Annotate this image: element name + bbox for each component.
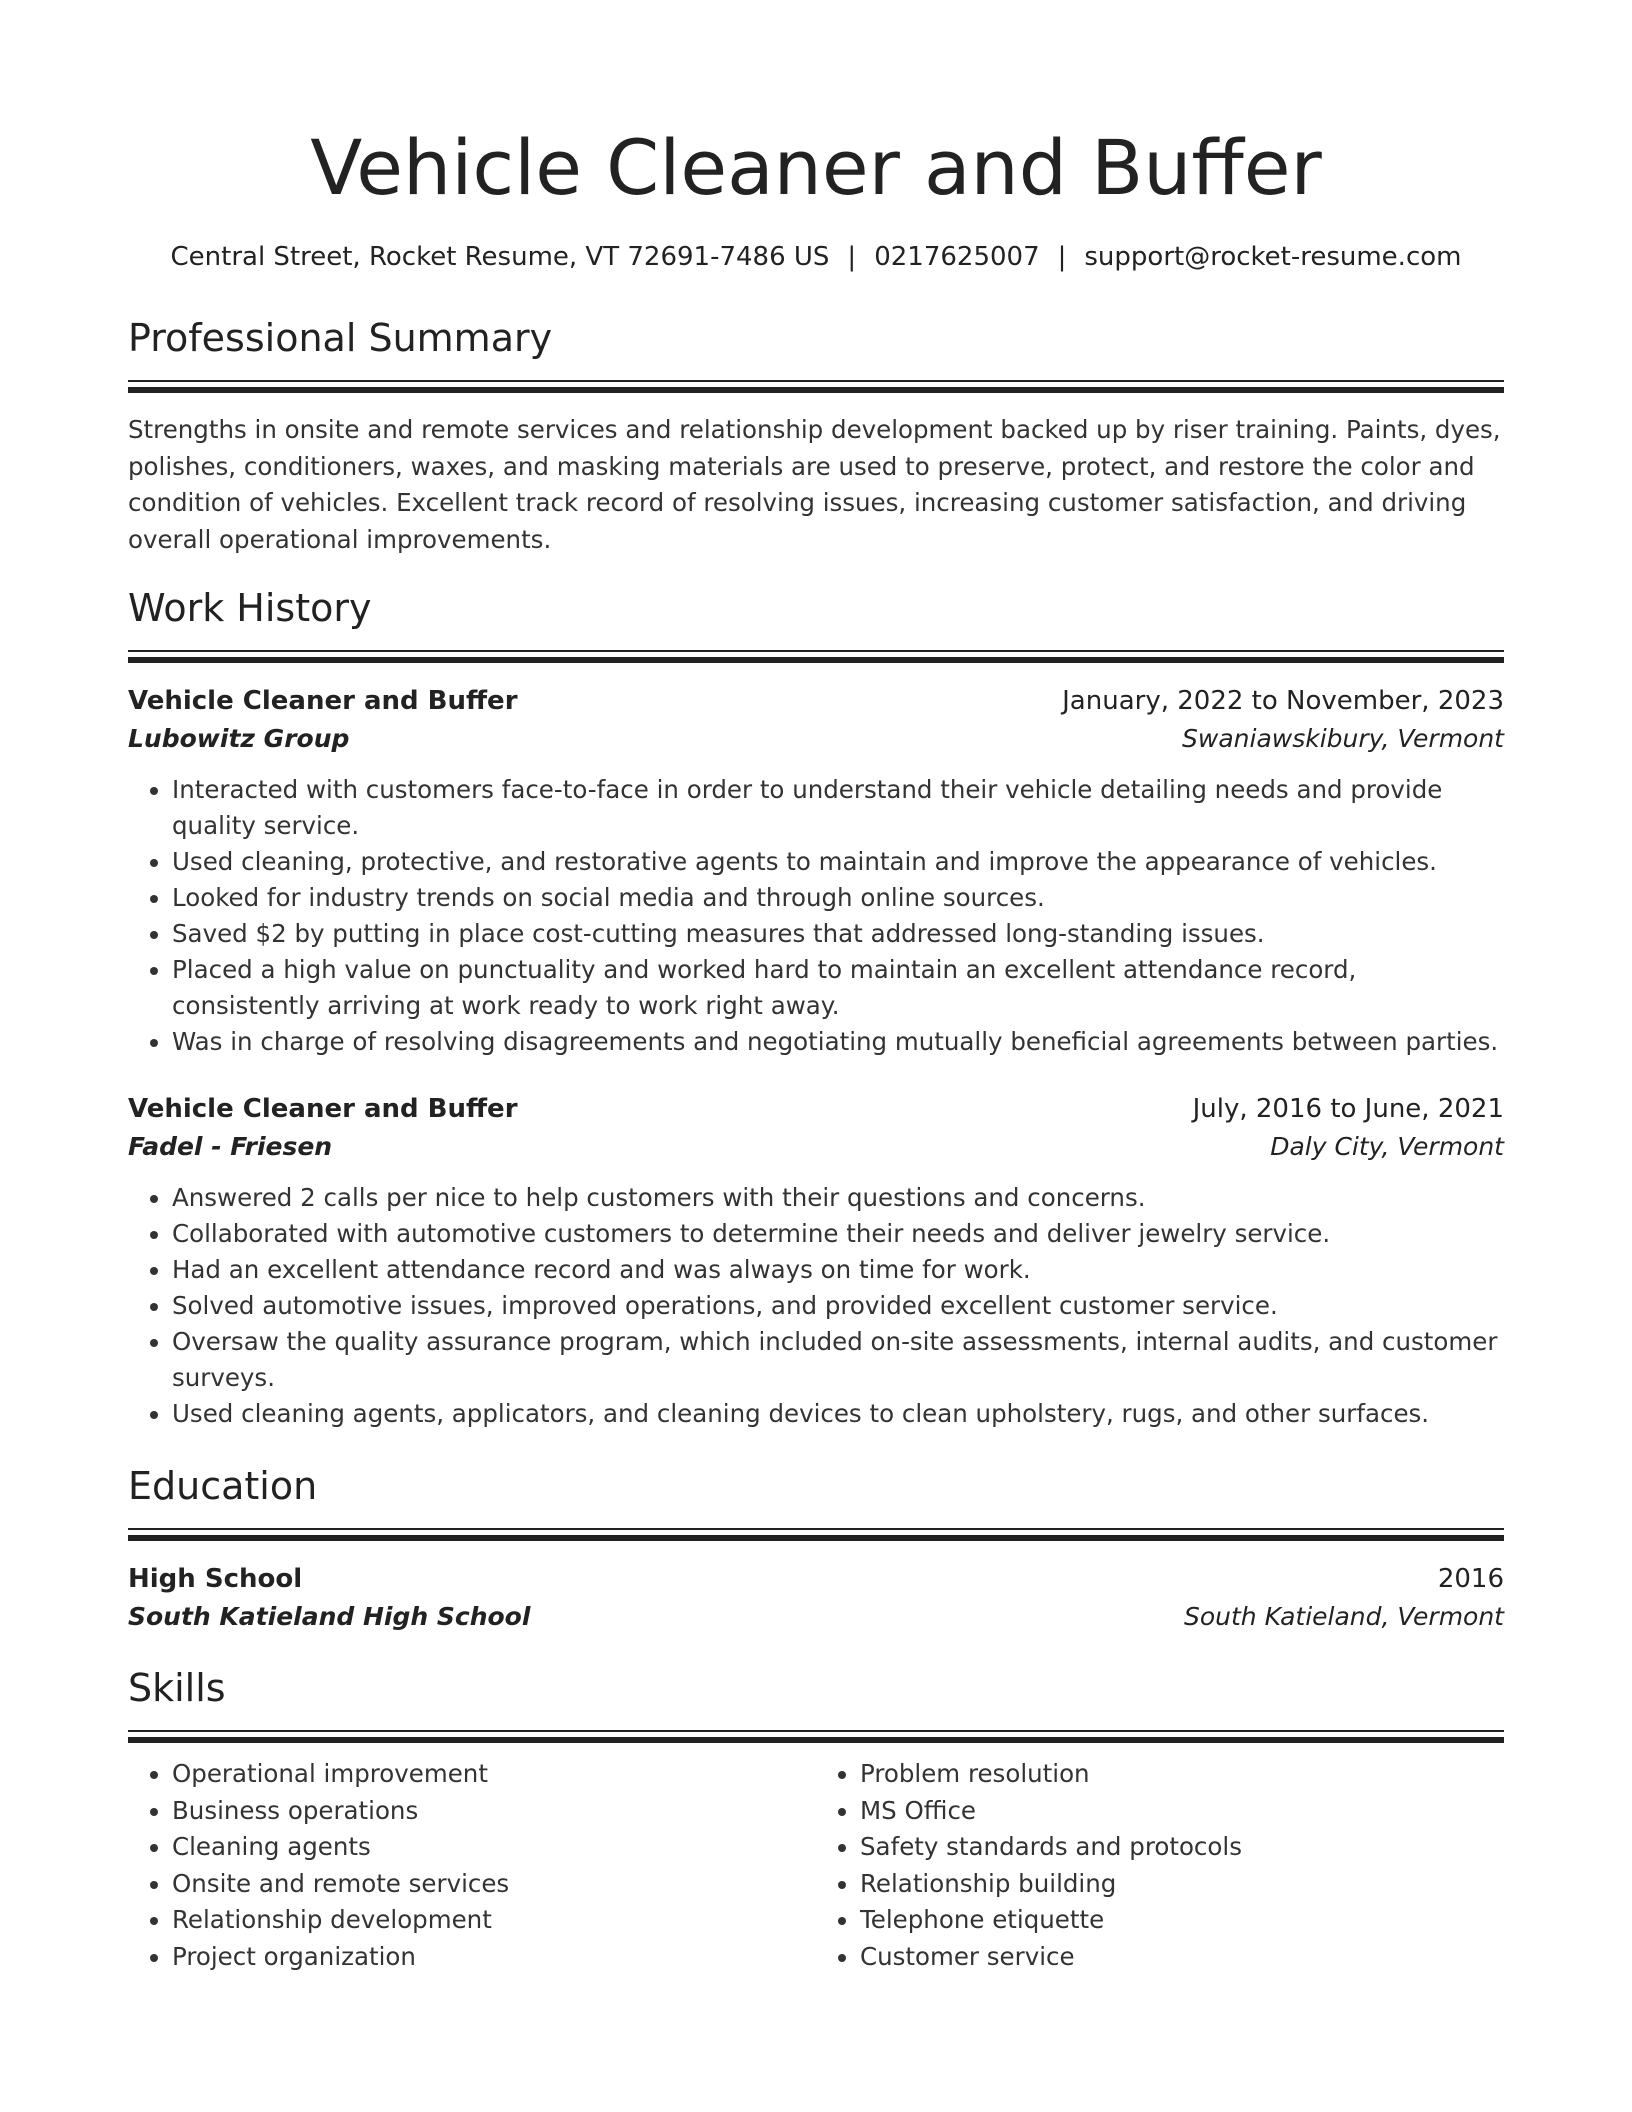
list-item: • Cleaning agents [172, 1829, 816, 1866]
job-entry [128, 1090, 1504, 1432]
job-dates: July, 2016 to June, 2021 [1192, 1094, 1504, 1124]
job-title: Vehicle Cleaner and Buffer [128, 1094, 518, 1124]
list-item: • Safety standards and protocols [860, 1829, 1504, 1866]
summary-section [128, 314, 1504, 394]
education-location: South Katieland, Vermont [1183, 1602, 1504, 1631]
job-duties [128, 1180, 1504, 1432]
list-item: • Looked for industry trends on social media and through online sources. [172, 880, 1504, 916]
job-company: Fadel - Friesen [128, 1132, 333, 1161]
skills-column-left [128, 1756, 816, 1975]
skills-section [128, 1664, 1504, 1744]
work-history-section [128, 584, 1504, 664]
skills-list [128, 1756, 1504, 1975]
education-entry [128, 1560, 1504, 1636]
job-title: Vehicle Cleaner and Buffer [128, 686, 518, 716]
list-item: • Interacted with customers face-to-face in order to understand their vehicle detailing needs and provide quality service. [172, 772, 1504, 844]
list-item: • Placed a high value on punctuality and worked hard to maintain an excellent attendance record, consistently arriving at work ready to work right away. [172, 952, 1504, 1024]
skills-column-right [816, 1756, 1504, 1975]
list-item: • Used cleaning, protective, and restorative agents to maintain and improve the appearance of vehicles. [172, 844, 1504, 880]
list-item: • Problem resolution [860, 1756, 1504, 1793]
list-item: • Business operations [172, 1793, 816, 1830]
contact-line [128, 240, 1504, 274]
section-divider [128, 650, 1504, 664]
section-divider [128, 1528, 1504, 1542]
contact-separator: | [1057, 242, 1067, 272]
summary-text: Strengths in onsite and remote services and relationship development backed up by riser training. Paints, dyes, polishes, conditioners, waxes, and masking materials are used to preserve, protect, and restore the color and condition of vehicles. Excellent track record of resolving issues, increasing customer satisfaction, and driving overall operational improvements. [128, 415, 1501, 554]
education-heading: Education [128, 1464, 318, 1508]
list-item: • Relationship development [172, 1902, 816, 1939]
contact-email: support@rocket-resume.com [1084, 242, 1462, 272]
list-item: • Customer service [860, 1939, 1504, 1976]
resume-name: Vehicle Cleaner and Buffer [310, 123, 1322, 212]
job-location: Daly City, Vermont [1270, 1132, 1504, 1161]
job-duties [128, 772, 1504, 1060]
list-item: • Relationship building [860, 1866, 1504, 1903]
section-divider [128, 1730, 1504, 1744]
list-item: • Oversaw the quality assurance program, which included on-site assessments, internal audits, and customer surveys. [172, 1324, 1504, 1396]
list-item: • Saved $2 by putting in place cost-cutting measures that addressed long-standing issues. [172, 916, 1504, 952]
list-item: • Had an excellent attendance record and was always on time for work. [172, 1252, 1504, 1288]
education-section [128, 1462, 1504, 1542]
list-item: • Answered 2 calls per nice to help customers with their questions and concerns. [172, 1180, 1504, 1216]
contact-phone: 0217625007 [874, 242, 1040, 272]
contact-address: Central Street, Rocket Resume, VT 72691-7486 US [170, 242, 830, 272]
education-year: 2016 [1437, 1564, 1504, 1594]
list-item: • MS Office [860, 1793, 1504, 1830]
job-dates: January, 2022 to November, 2023 [1062, 686, 1504, 716]
education-school: South Katieland High School [128, 1602, 531, 1631]
list-item: • Used cleaning agents, applicators, and cleaning devices to clean upholstery, rugs, and other surfaces. [172, 1396, 1504, 1432]
list-item: • Onsite and remote services [172, 1866, 816, 1903]
job-entry [128, 682, 1504, 1060]
work-history-heading: Work History [128, 586, 372, 630]
job-location: Swaniawskibury, Vermont [1182, 724, 1504, 753]
skills-heading: Skills [128, 1666, 226, 1710]
list-item: • Collaborated with automotive customers to determine their needs and deliver jewelry service. [172, 1216, 1504, 1252]
list-item: • Telephone etiquette [860, 1902, 1504, 1939]
education-degree: High School [128, 1564, 303, 1594]
list-item: • Project organization [172, 1939, 816, 1976]
list-item: • Operational improvement [172, 1756, 816, 1793]
section-divider [128, 380, 1504, 394]
summary-heading: Professional Summary [128, 316, 553, 360]
contact-separator: | [847, 242, 857, 272]
list-item: • Solved automotive issues, improved operations, and provided excellent customer service. [172, 1288, 1504, 1324]
list-item: • Was in charge of resolving disagreements and negotiating mutually beneficial agreements between parties. [172, 1024, 1504, 1060]
job-company: Lubowitz Group [128, 724, 350, 753]
